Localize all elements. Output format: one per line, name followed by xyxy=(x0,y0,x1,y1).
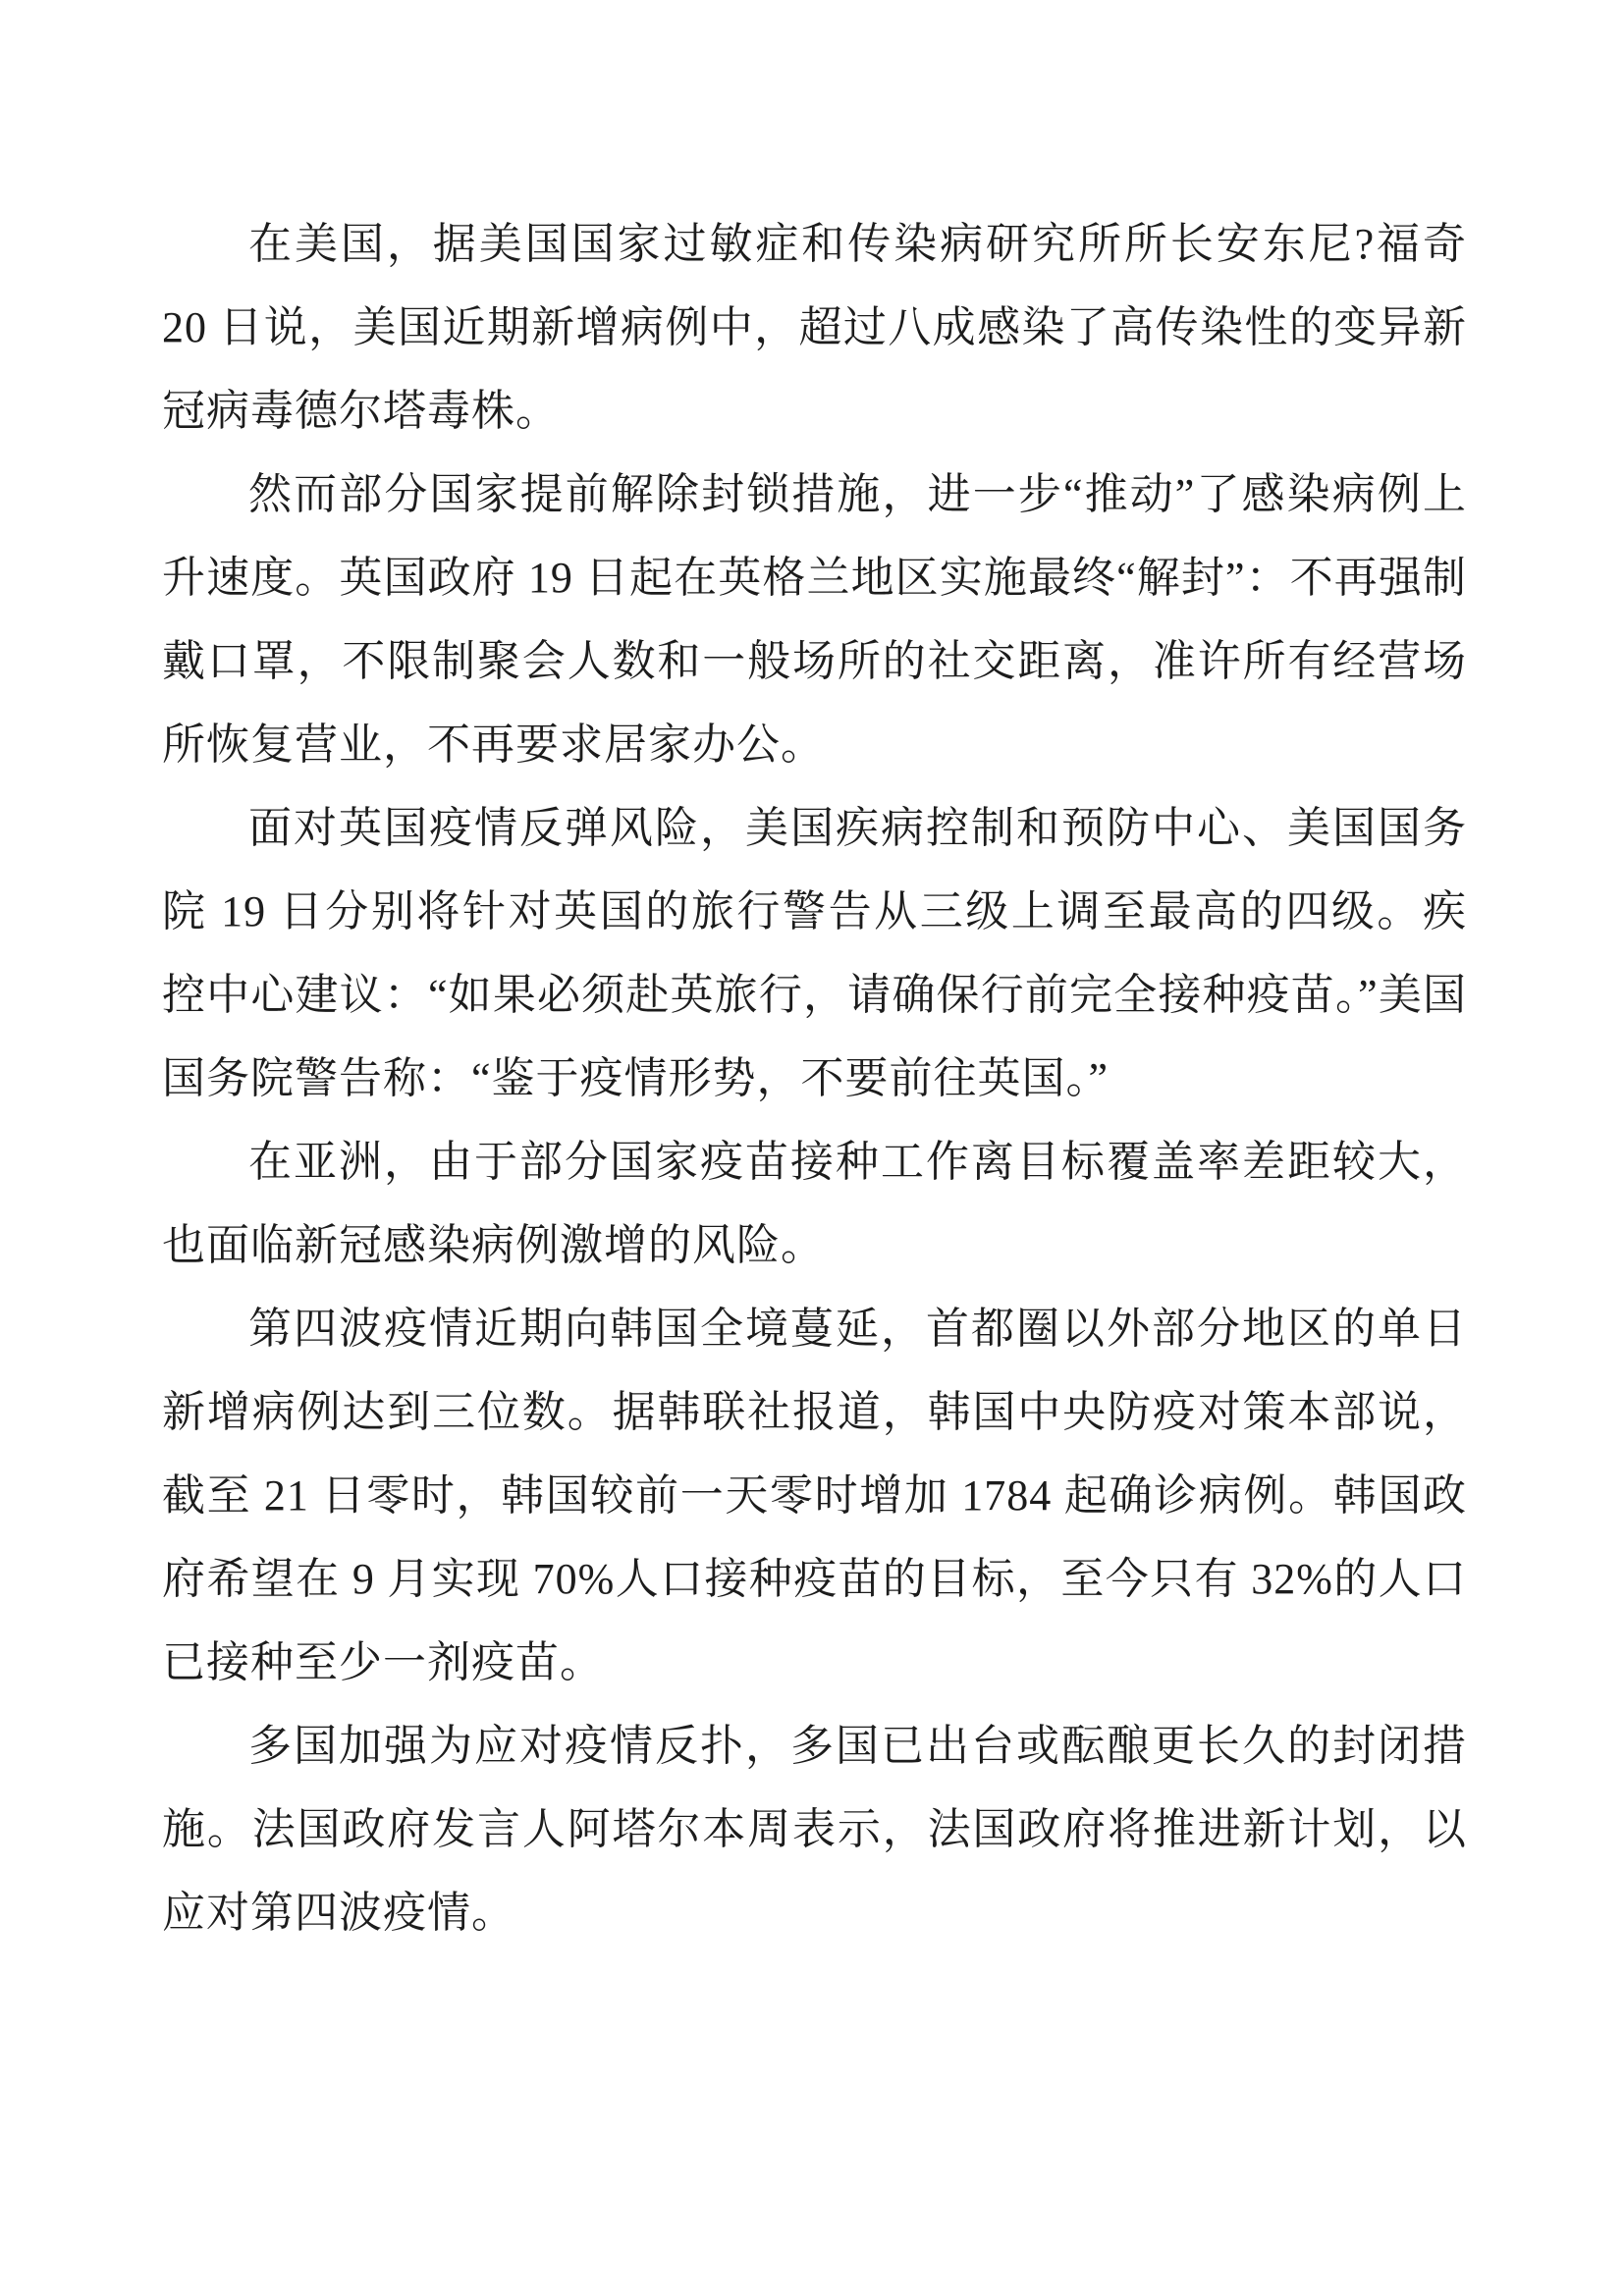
document-body xyxy=(162,202,1467,1954)
paragraph-us-travel-warning: 面对英国疫情反弹风险，美国疾病控制和预防中心、美国国务院 19 日分别将针对英国的旅行警告从三级上调至最高的四级。疾控中心建议：“如果必须赴英旅行，请确保行前完全接种疫苗。”美国国务院警告称：“鉴于疫情形势，不要前往英国。” xyxy=(162,804,1467,1102)
paragraph-asia-risk: 在亚洲，由于部分国家疫苗接种工作离目标覆盖率差距较大，也面临新冠感染病例激增的风险。 xyxy=(162,1138,1467,1269)
paragraph-uk-unlock: 然而部分国家提前解除封锁措施，进一步“推动”了感染病例上升速度。英国政府 19 日起在英格兰地区实施最终“解封”：不再强制戴口罩，不限制聚会人数和一般场所的社交距离，准许所有经营场所恢复营业，不再要求居家办公。 xyxy=(162,470,1467,769)
paragraph-countries-measures: 多国加强为应对疫情反扑，多国已出台或酝酿更长久的封闭措施。法国政府发言人阿塔尔本周表示，法国政府将推进新计划，以应对第四波疫情。 xyxy=(162,1722,1467,1937)
paragraph-korea-cases: 第四波疫情近期向韩国全境蔓延，首都圈以外部分地区的单日新增病例达到三位数。据韩联社报道，韩国中央防疫对策本部说，截至 21 日零时，韩国较前一天零时增加 1784 起确诊病例。韩国政府希望在 9 月实现 70%人口接种疫苗的目标，至今只有 32%的人口已接种至少一剂疫苗。 xyxy=(162,1305,1467,1686)
paragraph-us-fauci: 在美国，据美国国家过敏症和传染病研究所所长安东尼?福奇 20 日说，美国近期新增病例中，超过八成感染了高传染性的变异新冠病毒德尔塔毒株。 xyxy=(162,220,1467,435)
